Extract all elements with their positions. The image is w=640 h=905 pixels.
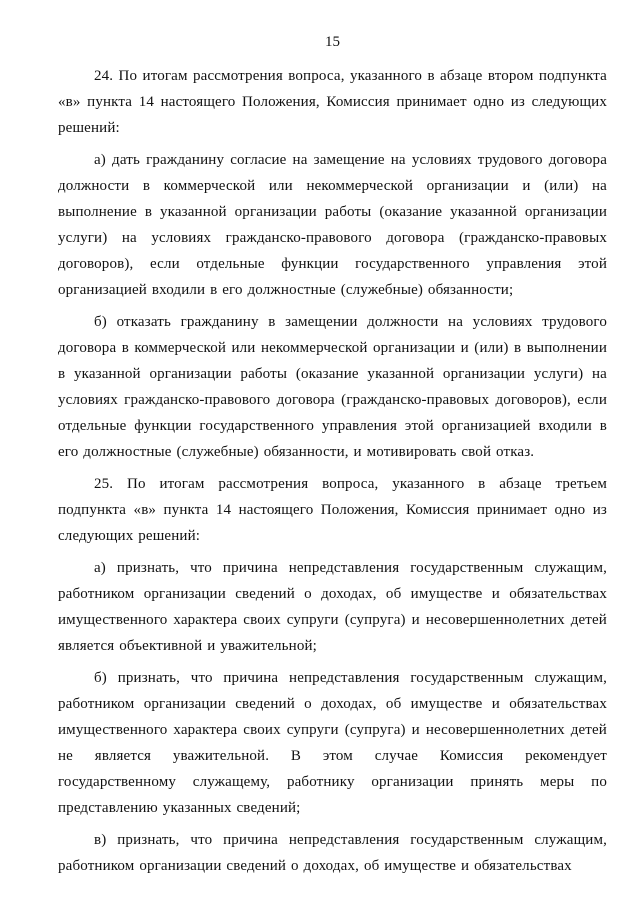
paragraph-25: 25. По итогам рассмотрения вопроса, указанного в абзаце третьем подпункта «в» пункта 14 настоящего Положения, Комиссия принимает одно из следующих решений: [58,476,607,544]
paragraph-25-a: а) признать, что причина непредставления государственным служащим, работником организации сведений о доходах, об имуществе и обязательствах имущественного характера своих супруги (супруга) и несовершеннолетних детей является объективной и уважительной; [58,560,607,654]
paragraph-25-v: в) признать, что причина непредставления государственным служащим, работником организации сведений о доходах, об имуществе и обязательствах [58,832,607,874]
document-page [58,0,607,905]
paragraph-25-b: б) признать, что причина непредставления государственным служащим, работником организации сведений о доходах, об имуществе и обязательствах имущественного характера своих супруги (супруга) и несовершеннолетних детей не является уважительной. В этом случае Комиссия рекомендует государственному служащему, работнику организации принять меры по представлению указанных сведений; [58,670,607,816]
paragraph-24-a: а) дать гражданину согласие на замещение на условиях трудового договора должности в коммерческой или некоммерческой организации и (или) на выполнение в указанной организации работы (оказание указанной организации услуги) на условиях гражданско-правового договора (гражданско-правовых договоров), если отдельные функции государственного управления этой организацией входили в его должностные (служебные) обязанности; [58,152,607,298]
page-number: 15 [325,34,340,50]
paragraph-24-b: б) отказать гражданину в замещении должности на условиях трудового договора в коммерческой или некоммерческой организации и (или) в выполнении в указанной организации работы (оказание указанной организации услуги) на условиях гражданско-правового договора (гражданско-правовых договоров), если отдельные функции государственного управления этой организацией входили в его должностные (служебные) обязанности, и мотивировать свой отказ. [58,314,607,460]
document-body [58,63,607,885]
paragraph-24: 24. По итогам рассмотрения вопроса, указанного в абзаце втором подпункта «в» пункта 14 настоящего Положения, Комиссия принимает одно из следующих решений: [58,68,607,136]
